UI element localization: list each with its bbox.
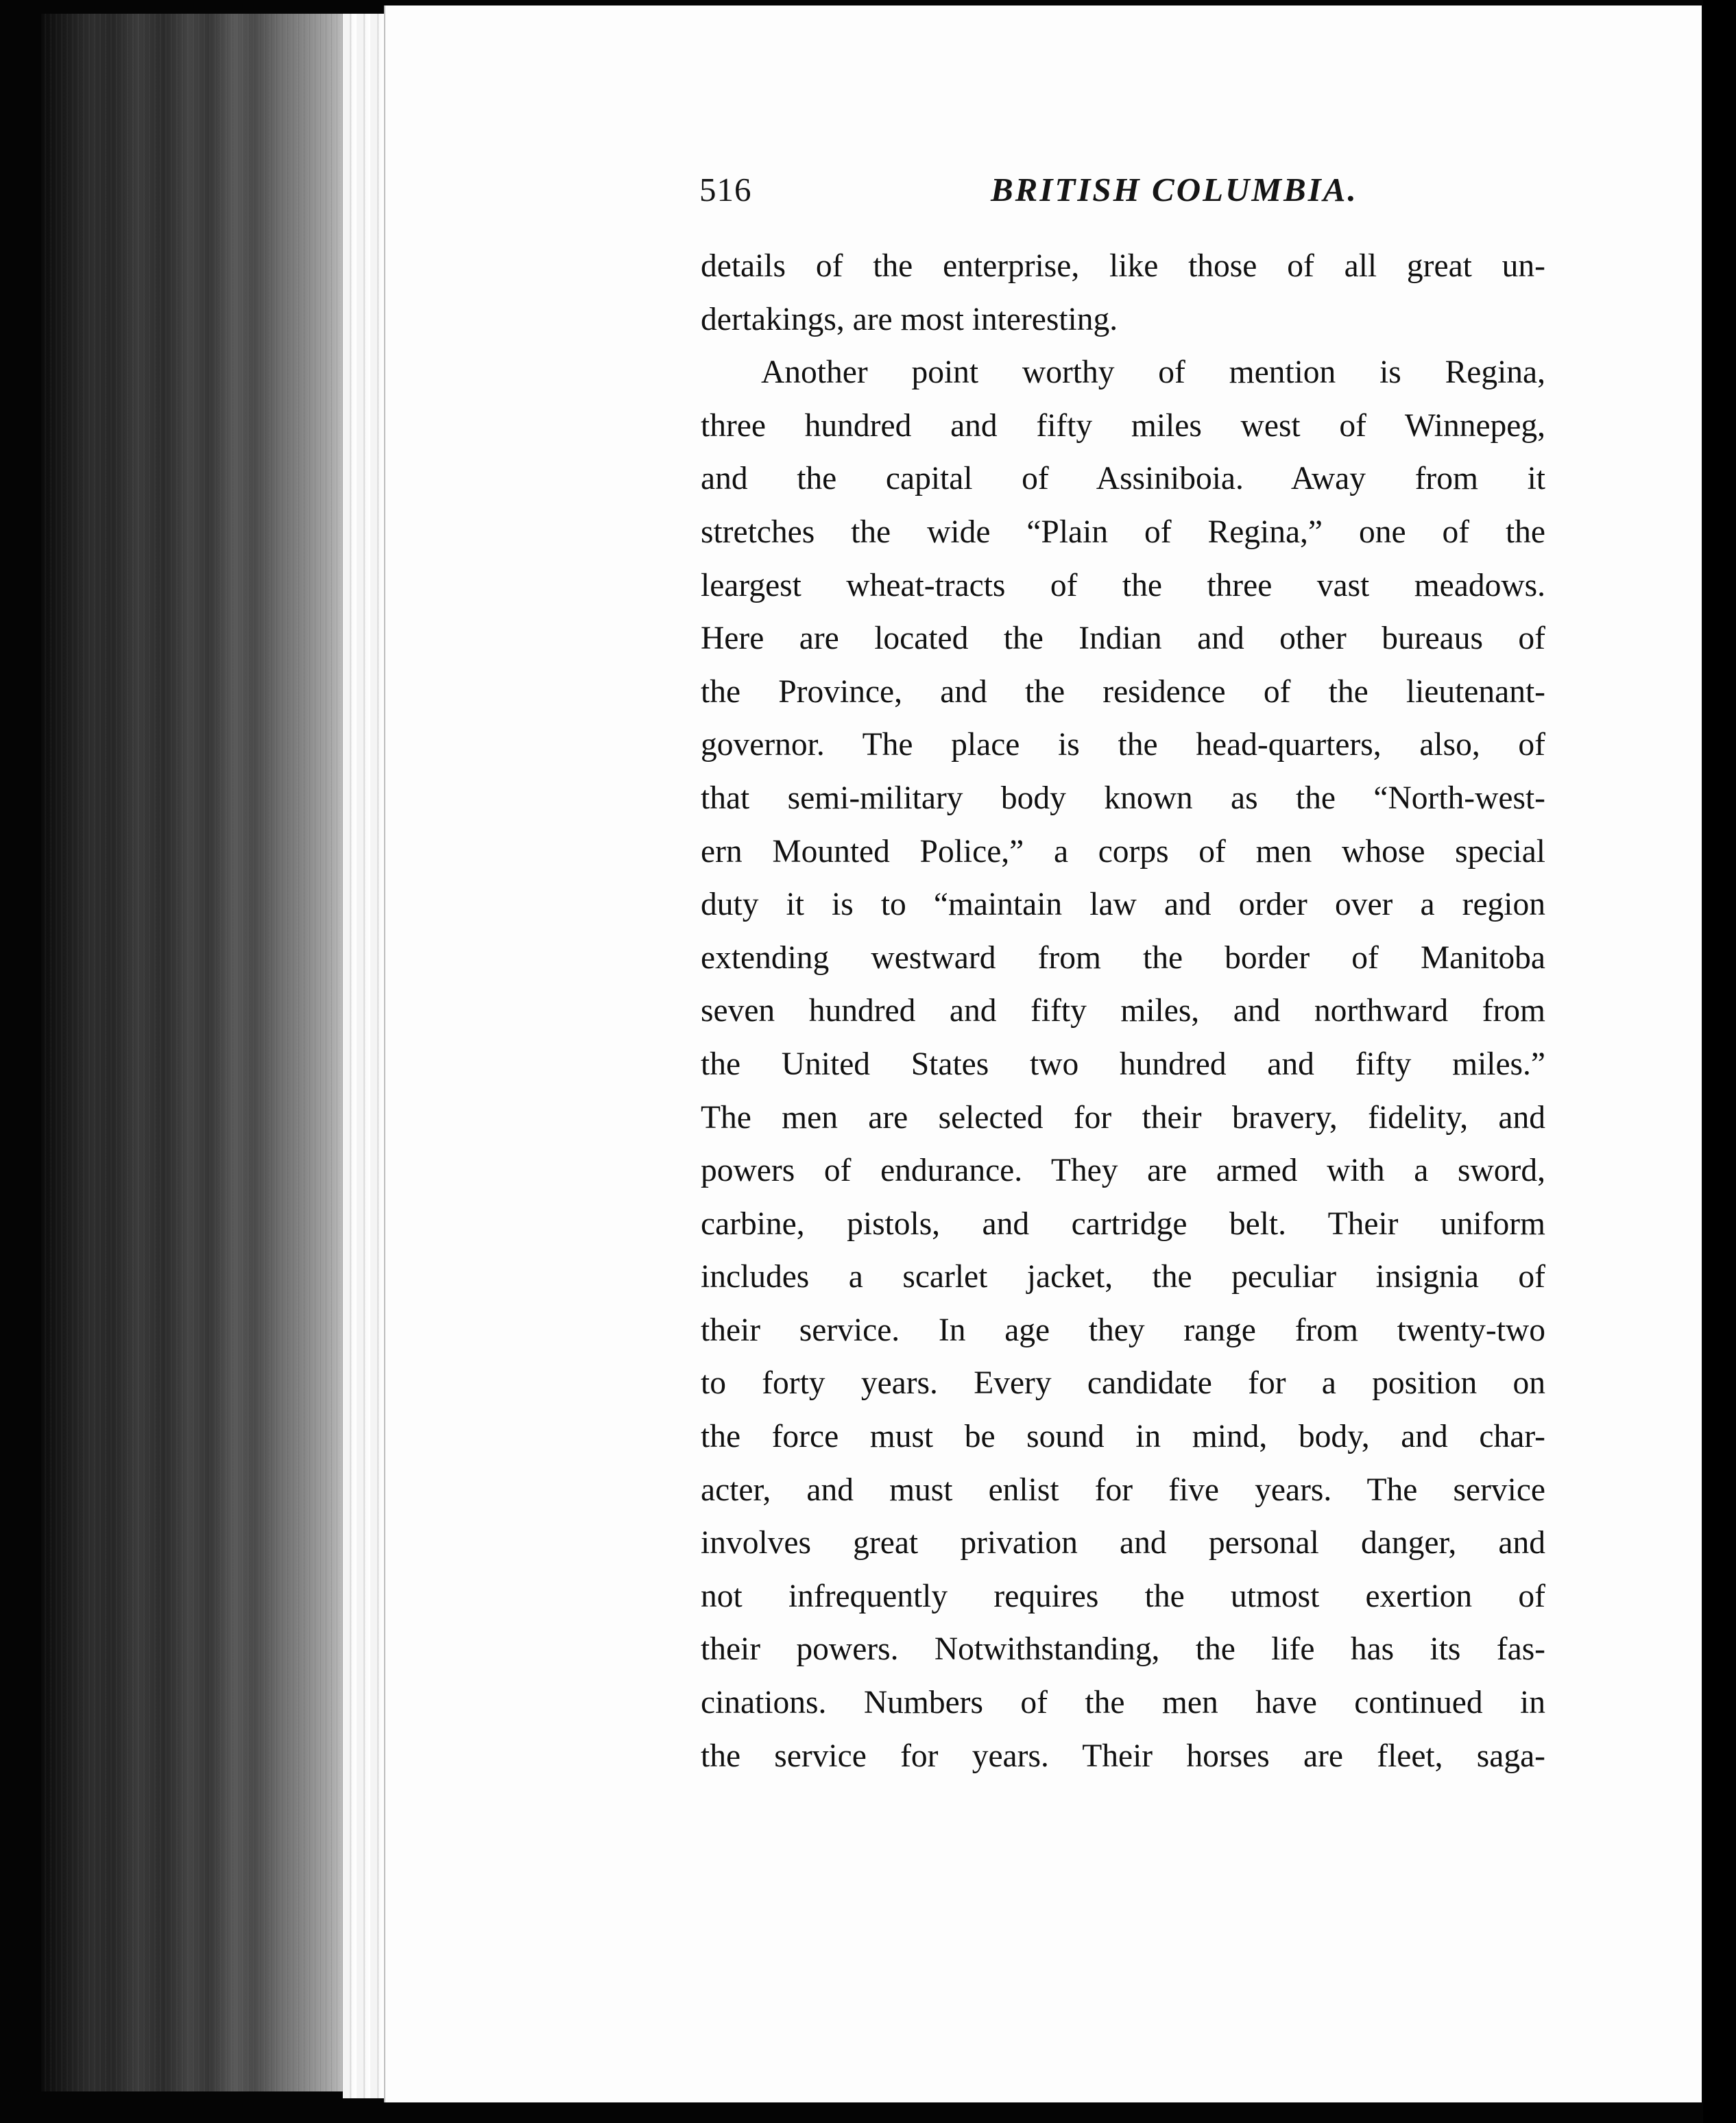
page-header — [699, 166, 1543, 221]
text-line: the service for years. Their horses are fleet, saga- — [701, 1738, 1545, 1774]
text-line: that semi-military body known as the “North-west- — [701, 780, 1545, 816]
text-line: carbine, pistols, and cartridge belt. Their uniform — [701, 1206, 1545, 1242]
text-line: not infrequently requires the utmost exertion of — [701, 1578, 1545, 1614]
page-number: 516 — [699, 171, 752, 208]
text-line: the United States two hundred and fifty miles.” — [701, 1046, 1545, 1082]
text-line: powers of endurance. They are armed with a sword, — [701, 1153, 1545, 1189]
text-line: seven hundred and fifty miles, and northward from — [701, 993, 1545, 1029]
text-line: duty it is to “maintain law and order over a region — [701, 887, 1545, 923]
text-line: Another point worthy of mention is Regina, — [761, 355, 1545, 391]
text-line: dertakings, are most interesting. — [701, 301, 1118, 337]
text-line: the Province, and the residence of the lieutenant- — [701, 673, 1545, 710]
text-line: details of the enterprise, like those of all great un- — [701, 248, 1545, 284]
text-line: leargest wheat-tracts of the three vast meadows. — [701, 567, 1545, 603]
running-head: BRITISH COLUMBIA. — [991, 171, 1358, 208]
text-line: their powers. Notwithstanding, the life has its fas- — [701, 1631, 1545, 1668]
scan-right-border — [1703, 0, 1736, 2123]
text-line: three hundred and fifty miles west of Winnepeg, — [701, 407, 1545, 444]
book-page-edges — [41, 14, 363, 2091]
text-line: The men are selected for their bravery, fidelity, and — [701, 1099, 1545, 1136]
text-line: Here are located the Indian and other bureaus of — [701, 621, 1545, 657]
text-line: stretches the wide “Plain of Regina,” one of the — [701, 514, 1545, 550]
text-line: and the capital of Assiniboia. Away from it — [701, 461, 1545, 497]
text-line: involves great privation and personal danger, and — [701, 1525, 1545, 1561]
text-line: extending westward from the border of Manitoba — [701, 939, 1545, 976]
text-line: their service. In age they range from twenty-two — [701, 1312, 1545, 1348]
text-line: cinations. Numbers of the men have continued in — [701, 1685, 1545, 1721]
text-line: acter, and must enlist for five years. The service — [701, 1472, 1545, 1508]
text-line: ern Mounted Police,” a corps of men whose special — [701, 833, 1545, 869]
body-text — [701, 240, 1545, 1783]
text-line: governor. The place is the head-quarters, also, of — [701, 727, 1545, 763]
text-line: the force must be sound in mind, body, and char- — [701, 1419, 1545, 1455]
text-line: includes a scarlet jacket, the peculiar insignia of — [701, 1259, 1545, 1295]
text-line: to forty years. Every candidate for a position on — [701, 1365, 1545, 1402]
